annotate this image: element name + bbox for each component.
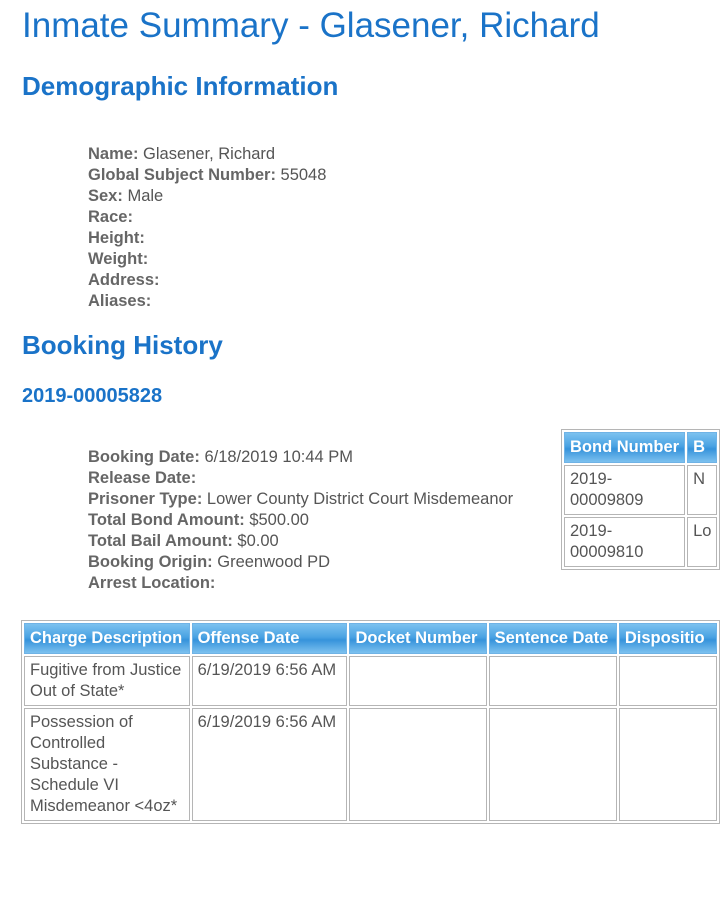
offense-date-cell: 6/19/2019 6:56 AM	[192, 656, 348, 706]
bond-cell: Lo	[687, 517, 717, 567]
bond-table	[561, 429, 720, 570]
col-sentence-date: Sentence Date	[489, 623, 617, 654]
field-height: Height:	[88, 229, 145, 247]
sentence-date-cell	[489, 708, 617, 821]
bond-number-cell: 2019-00009810	[564, 517, 685, 567]
field-weight: Weight:	[88, 250, 149, 268]
docket-number-cell	[349, 656, 486, 706]
charges-header-row	[24, 623, 717, 654]
field-sex: Sex: Male	[88, 187, 164, 205]
col-disposition: Dispositio	[619, 623, 717, 654]
col-charge-description: Charge Description	[24, 623, 190, 654]
bond-cell: N	[687, 465, 717, 515]
col-docket-number: Docket Number	[349, 623, 486, 654]
bond-header-row	[564, 432, 717, 463]
disposition-cell	[619, 656, 717, 706]
charge-row	[24, 656, 717, 706]
demographic-fields	[88, 144, 326, 312]
field-aliases: Aliases:	[88, 292, 152, 310]
field-global-subject-number: Global Subject Number: 55048	[88, 166, 327, 184]
demographic-heading: Demographic Information	[22, 71, 339, 101]
field-race: Race:	[88, 208, 133, 226]
charge-description-cell: Possession of Controlled Substance - Schedule VI Misdemeanor <4oz*	[24, 708, 190, 821]
docket-number-cell	[349, 708, 486, 821]
field-booking-date: Booking Date: 6/18/2019 10:44 PM	[88, 448, 354, 466]
col-bond-b: B	[687, 432, 717, 463]
field-address: Address:	[88, 271, 160, 289]
disposition-cell	[619, 708, 717, 821]
booking-history-heading: Booking History	[22, 330, 223, 360]
field-booking-origin: Booking Origin: Greenwood PD	[88, 553, 331, 571]
field-name: Name: Glasener, Richard	[88, 145, 276, 163]
charges-table	[21, 620, 720, 824]
field-total-bond-amount: Total Bond Amount: $500.00	[88, 511, 309, 529]
charge-description-cell: Fugitive from Justice Out of State*	[24, 656, 190, 706]
booking-fields	[88, 447, 513, 594]
offense-date-cell: 6/19/2019 6:56 AM	[192, 708, 348, 821]
bond-row	[564, 465, 717, 515]
field-total-bail-amount: Total Bail Amount: $0.00	[88, 532, 279, 550]
col-offense-date: Offense Date	[192, 623, 348, 654]
bond-row	[564, 517, 717, 567]
field-release-date: Release Date:	[88, 469, 197, 487]
col-bond-number: Bond Number	[564, 432, 685, 463]
booking-number: 2019-00005828	[22, 385, 163, 407]
field-prisoner-type: Prisoner Type: Lower County District Court Misdemeanor	[88, 490, 514, 508]
bond-number-cell: 2019-00009809	[564, 465, 685, 515]
sentence-date-cell	[489, 656, 617, 706]
field-arrest-location: Arrest Location:	[88, 574, 216, 592]
charge-row	[24, 708, 717, 821]
page-title: Inmate Summary - Glasener, Richard	[22, 6, 600, 45]
